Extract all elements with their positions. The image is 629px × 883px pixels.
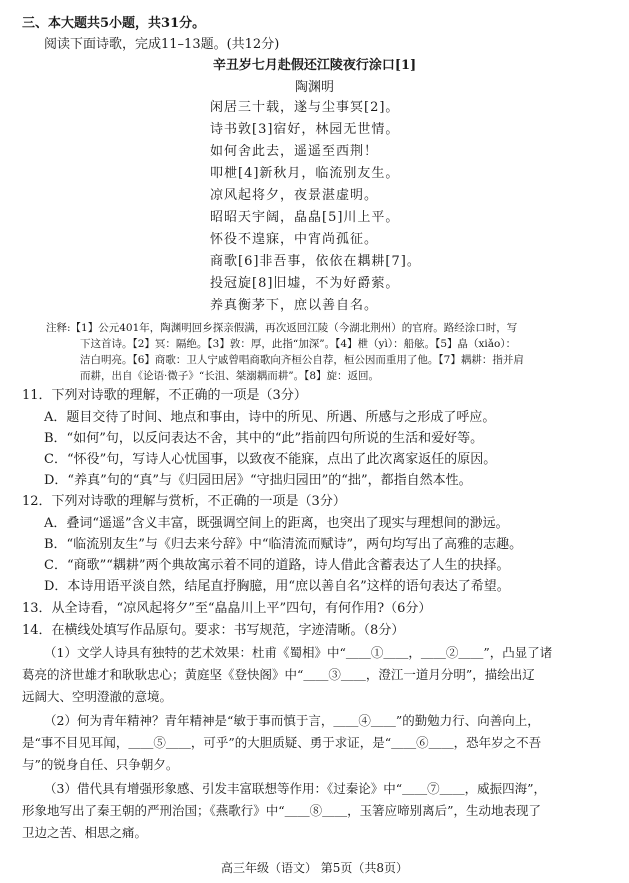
option-d: D．本诗用语平淡自然，结尾直抒胸臆，用“庶以善自名”这样的语句表达了希望。 <box>44 579 510 594</box>
q14-paragraph-1: 葛亮的济世雄才和耿耿忠心；黄庭坚《登快阁》中“＿＿③＿＿，澄江一道月分明”，描绘出辽 <box>22 667 535 682</box>
q14-paragraph-2: （2）何为青年精神？青年精神是“敏于事而慎于言，＿＿④＿＿”的勤勉力行、向善向上， <box>44 713 540 728</box>
option-b: B．“如何”句，以反问表达不舍，其中的“此”指前四句所说的生活和爱好等。 <box>44 431 484 446</box>
note-line: 下这首诗。【2】冥：隔绝。【3】敦：厚，此指“加深”。【4】枻（yì）：船舷。【5】皛（xiǎo）： <box>80 338 517 350</box>
question-stem: 11．下列对诗歌的理解，不正确的一项是（3分） <box>22 388 307 403</box>
poem-line: 凉风起将夕，夜景湛虚明。 <box>210 188 379 203</box>
note-line: 注释:【1】公元401年，陶渊明回乡探亲假满，再次返回江陵（今湖北荆州）的官府。路经涂口时，写 <box>46 322 518 334</box>
q14-paragraph-3: 形象地写出了秦王朝的严刑治国；《燕歌行》中“＿＿⑧＿＿，玉箸应啼别离后”，生动地表现了 <box>22 803 542 818</box>
option-d: D．“养真”句的“真”与《归园田居》“守拙归园田”的“拙”，都指自然本性。 <box>44 473 472 488</box>
poem-line: 诗书敦[3]宿好，林园无世情。 <box>210 122 400 137</box>
section-header: 三、本大题共5小题，共31分。 <box>22 16 206 31</box>
question-13: 13．从全诗看，“凉风起将夕”至“皛皛川上平”四句，有何作用?（6分） <box>22 601 432 616</box>
q14-paragraph-2: 与”的锐身自任、只争朝夕。 <box>22 757 179 772</box>
poem-title: 辛丑岁七月赴假还江陵夜行涂口[1] <box>212 58 417 73</box>
q14-paragraph-2: 是“事不目见耳闻，＿＿⑤＿＿，可乎”的大胆质疑、勇于求证，是“＿＿⑥＿＿，恐年岁之不吾 <box>22 735 542 750</box>
option-a: A．题目交待了时间、地点和事由，诗中的所见、所遇、所感与之形成了呼应。 <box>44 410 496 425</box>
note-line: 洁白明亮。【6】商歌：卫人宁戚曾唱商歌向齐桓公自荐，桓公因而重用了他。【7】耦耕：指并肩 <box>80 354 524 366</box>
q14-paragraph-3: 卫边之苦、相思之痛。 <box>22 825 148 840</box>
option-c: C．“商歌”“耦耕”两个典故寓示着不同的道路，诗人借此含蓄表达了人生的抉择。 <box>44 558 510 573</box>
poem-line: 闲居三十载，遂与尘事冥[2]。 <box>210 100 400 115</box>
section-instruction: 阅读下面诗歌，完成11–13题。(共12分) <box>44 37 280 52</box>
poem-line: 商歌[6]非吾事，依依在耦耕[7]。 <box>210 254 421 269</box>
poem-line: 叩枻[4]新秋月，临流别友生。 <box>210 166 400 181</box>
poem-author: 陶渊明 <box>294 80 334 95</box>
q14-paragraph-1: 远阔大、空明澄澈的意境。 <box>22 689 173 704</box>
page-footer: 高三年级（语文） 第5页（共8页） <box>220 861 409 875</box>
option-a: A．叠词“遥遥”含义丰富，既强调空间上的距离，也突出了现实与理想间的渺远。 <box>44 516 509 531</box>
question-stem: 12．下列对诗歌的理解与赏析，不正确的一项是（3分） <box>22 494 346 509</box>
option-b: B．“临流别友生”与《归去来兮辞》中“临清流而赋诗”，两句均写出了高雅的志趣。 <box>44 537 523 552</box>
poem-line: 养真衡茅下，庶以善自名。 <box>210 298 379 313</box>
poem-line: 怀役不遑寐，中宵尚孤征。 <box>210 232 379 247</box>
poem-line: 如何舍此去，遥遥至西荆！ <box>210 144 379 159</box>
q14-paragraph-3: （3）借代具有增强形象感、引发丰富联想等作用：《过秦论》中“＿＿⑦＿＿，威振四海”， <box>44 781 546 796</box>
q14-paragraph-1: （1）文学人诗具有独特的艺术效果：杜甫《蜀相》中“＿＿①＿＿，＿＿②＿＿”，凸显了诸 <box>44 645 553 660</box>
note-line: 而耕，出自《论语·微子》“长沮、桀溺耦而耕”。【8】旋：返回。 <box>80 370 380 382</box>
poem-line: 投冠旋[8]旧墟，不为好爵萦。 <box>210 276 400 291</box>
question-stem: 14．在横线处填写作品原句。要求：书写规范，字迹清晰。（8分） <box>22 623 405 638</box>
option-c: C．“怀役”句，写诗人心忧国事，以致夜不能寐，点出了此次离家返任的原因。 <box>44 452 497 467</box>
poem-line: 昭昭天宇阔，皛皛[5]川上平。 <box>210 210 400 225</box>
